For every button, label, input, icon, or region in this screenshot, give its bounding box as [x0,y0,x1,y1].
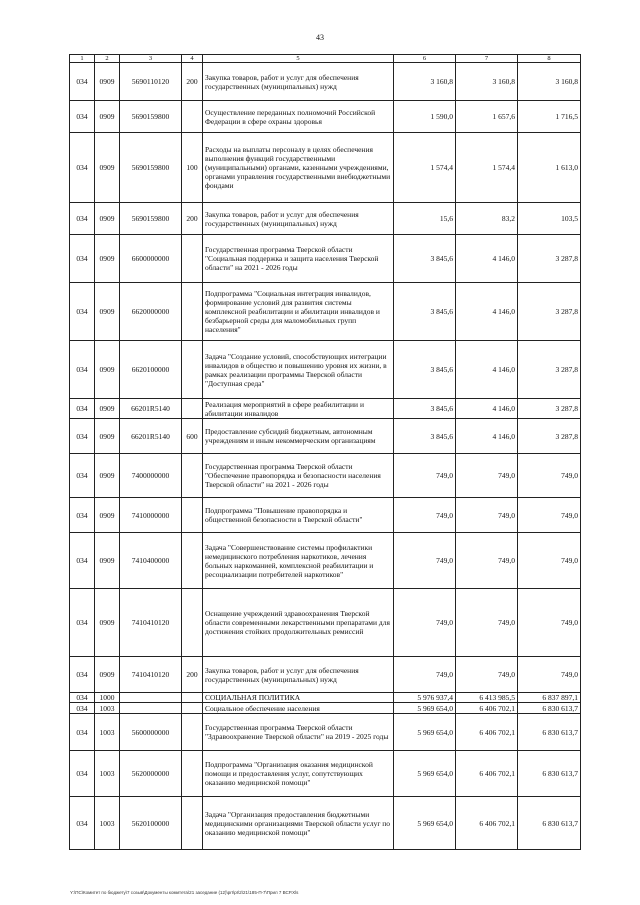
code-section-cell: 0909 [95,341,120,399]
code-target-cell: 66201R5140 [120,399,182,419]
table-row [70,498,581,533]
table-row [70,235,581,283]
amount-col8-cell: 3 287,8 [518,341,581,399]
code-section-cell: 1000 [95,693,120,703]
amount-col6-cell: 3 845,6 [394,283,456,341]
column-header: 2 [95,55,120,63]
table-row [70,454,581,498]
column-header: 7 [456,55,518,63]
table-row [70,714,581,751]
code-target-cell: 5600000000 [120,714,182,751]
item-name-cell: Задача "Создание условий, способствующих интеграции инвалидов в общество и повышению уровня их жизни, в рамках реализации программы Тверской области "Доступная среда" [203,341,394,399]
column-header: 1 [70,55,95,63]
table-row [70,751,581,797]
amount-col7-cell: 6 406 702,1 [456,751,518,797]
item-name-cell: Государственная программа Тверской области "Здравоохранение Тверской области" на 2019 - 2025 годы [203,714,394,751]
amount-col8-cell: 3 287,8 [518,419,581,454]
code-expense-type-cell: 200 [182,657,203,693]
code-admin-cell: 034 [70,101,95,133]
code-section-cell: 1003 [95,751,120,797]
amount-col8-cell: 1 716,5 [518,101,581,133]
code-section-cell: 0909 [95,203,120,235]
code-target-cell: 5690159800 [120,101,182,133]
amount-col7-cell: 83,2 [456,203,518,235]
item-name-cell: Закупка товаров, работ и услуг для обеспечения государственных (муниципальных) нужд [203,63,394,101]
code-admin-cell: 034 [70,203,95,235]
code-target-cell: 5690110120 [120,63,182,101]
code-admin-cell: 034 [70,589,95,657]
amount-col7-cell: 4 146,0 [456,235,518,283]
table-row [70,133,581,203]
amount-col6-cell: 3 845,6 [394,419,456,454]
amount-col7-cell: 749,0 [456,589,518,657]
amount-col7-cell: 749,0 [456,498,518,533]
column-header: 5 [203,55,394,63]
amount-col8-cell: 6 837 897,1 [518,693,581,703]
code-expense-type-cell [182,283,203,341]
amount-col8-cell: 6 830 613,7 [518,714,581,751]
code-admin-cell: 034 [70,751,95,797]
file-path-footer: Y:\ПС\Комитет по бюджету\7 созыв\Документы комитета\21 заседание (12)\prI\рI\2\21\185-П-7\Прил 7 ВСР.Xls [70,890,299,895]
item-name-cell: Государственная программа Тверской области "Социальная поддержка и защита населения Тверской области" на 2021 - 2026 годы [203,235,394,283]
code-expense-type-cell: 100 [182,133,203,203]
table-row [70,533,581,589]
code-expense-type-cell [182,498,203,533]
table-row [70,693,581,703]
code-section-cell: 1003 [95,703,120,714]
amount-col7-cell: 4 146,0 [456,419,518,454]
code-target-cell: 7410000000 [120,498,182,533]
table-row [70,283,581,341]
code-target-cell: 5620100000 [120,797,182,850]
code-target-cell: 6620100000 [120,341,182,399]
code-expense-type-cell [182,693,203,703]
amount-col6-cell: 5 976 937,4 [394,693,456,703]
amount-col7-cell: 749,0 [456,657,518,693]
code-target-cell: 5620000000 [120,751,182,797]
code-admin-cell: 034 [70,341,95,399]
table-body [70,63,581,850]
code-target-cell: 6600000000 [120,235,182,283]
amount-col6-cell: 3 160,8 [394,63,456,101]
amount-col8-cell: 3 287,8 [518,283,581,341]
code-expense-type-cell [182,751,203,797]
amount-col6-cell: 749,0 [394,657,456,693]
table-row [70,703,581,714]
amount-col8-cell: 6 830 613,7 [518,751,581,797]
column-header: 4 [182,55,203,63]
code-admin-cell: 034 [70,703,95,714]
amount-col7-cell: 749,0 [456,533,518,589]
code-section-cell: 0909 [95,399,120,419]
code-expense-type-cell [182,101,203,133]
table-row [70,399,581,419]
code-expense-type-cell [182,341,203,399]
code-section-cell: 0909 [95,101,120,133]
code-admin-cell: 034 [70,657,95,693]
code-admin-cell: 034 [70,133,95,203]
column-header: 6 [394,55,456,63]
column-header: 3 [120,55,182,63]
code-expense-type-cell [182,454,203,498]
amount-col7-cell: 749,0 [456,454,518,498]
amount-col7-cell: 4 146,0 [456,283,518,341]
amount-col8-cell: 749,0 [518,498,581,533]
amount-col7-cell: 4 146,0 [456,399,518,419]
amount-col6-cell: 3 845,6 [394,399,456,419]
amount-col6-cell: 5 969 654,0 [394,714,456,751]
code-admin-cell: 034 [70,797,95,850]
amount-col8-cell: 103,5 [518,203,581,235]
amount-col7-cell: 1 657,6 [456,101,518,133]
code-section-cell: 0909 [95,657,120,693]
item-name-cell: Оснащение учреждений здравоохранения Тверской области современными лекарственными препаратами для достижения стойких продолжительных ремиссий [203,589,394,657]
item-name-cell: Закупка товаров, работ и услуг для обеспечения государственных (муниципальных) нужд [203,203,394,235]
table-row [70,341,581,399]
code-expense-type-cell [182,703,203,714]
code-section-cell: 0909 [95,533,120,589]
code-target-cell [120,703,182,714]
table-row [70,419,581,454]
item-name-cell: Осуществление переданных полномочий Российской Федерации в сфере охраны здоровья [203,101,394,133]
code-section-cell: 1003 [95,714,120,751]
code-target-cell: 7410400000 [120,533,182,589]
amount-col8-cell: 3 287,8 [518,399,581,419]
code-section-cell: 0909 [95,283,120,341]
amount-col7-cell: 3 160,8 [456,63,518,101]
amount-col6-cell: 5 969 654,0 [394,797,456,850]
amount-col6-cell: 5 969 654,0 [394,703,456,714]
item-name-cell: Подпрограмма "Организация оказания медицинской помощи и предоставления услуг, сопутствующих оказанию медицинской помощи" [203,751,394,797]
code-expense-type-cell: 200 [182,203,203,235]
code-section-cell: 0909 [95,63,120,101]
amount-col8-cell: 3 287,8 [518,235,581,283]
amount-col8-cell: 749,0 [518,589,581,657]
code-admin-cell: 034 [70,419,95,454]
amount-col8-cell: 749,0 [518,533,581,589]
code-target-cell: 66201R5140 [120,419,182,454]
code-section-cell: 0909 [95,498,120,533]
code-section-cell: 0909 [95,454,120,498]
code-admin-cell: 034 [70,283,95,341]
amount-col6-cell: 749,0 [394,498,456,533]
code-section-cell: 1003 [95,797,120,850]
amount-col7-cell: 6 406 702,1 [456,714,518,751]
code-admin-cell: 034 [70,454,95,498]
item-name-cell: СОЦИАЛЬНАЯ ПОЛИТИКА [203,693,394,703]
amount-col8-cell: 749,0 [518,657,581,693]
code-expense-type-cell [182,533,203,589]
code-section-cell: 0909 [95,235,120,283]
page-number: 43 [316,33,324,42]
code-admin-cell: 034 [70,399,95,419]
table-row [70,203,581,235]
table-row [70,63,581,101]
amount-col8-cell: 6 830 613,7 [518,703,581,714]
amount-col7-cell: 6 413 985,5 [456,693,518,703]
amount-col7-cell: 4 146,0 [456,341,518,399]
code-section-cell: 0909 [95,589,120,657]
table-row [70,797,581,850]
code-target-cell [120,693,182,703]
item-name-cell: Государственная программа Тверской области "Обеспечение правопорядка и безопасности населения Тверской области" на 2021 - 2026 годы [203,454,394,498]
table-row [70,589,581,657]
code-admin-cell: 034 [70,533,95,589]
item-name-cell: Подпрограмма "Повышение правопорядка и общественной безопасности в Тверской области" [203,498,394,533]
amount-col8-cell: 6 830 613,7 [518,797,581,850]
item-name-cell: Закупка товаров, работ и услуг для обеспечения государственных (муниципальных) нужд [203,657,394,693]
item-name-cell: Реализация мероприятий в сфере реабилитации и абилитации инвалидов [203,399,394,419]
budget-table [69,54,581,850]
code-target-cell: 7400000000 [120,454,182,498]
table-row [70,657,581,693]
amount-col6-cell: 1 590,0 [394,101,456,133]
code-admin-cell: 034 [70,714,95,751]
item-name-cell: Предоставление субсидий бюджетным, автономным учреждениям и иным некоммерческим организациям [203,419,394,454]
code-target-cell: 7410410120 [120,657,182,693]
code-target-cell: 7410410120 [120,589,182,657]
amount-col6-cell: 3 845,6 [394,235,456,283]
code-target-cell: 6620000000 [120,283,182,341]
code-admin-cell: 034 [70,63,95,101]
amount-col8-cell: 1 613,0 [518,133,581,203]
code-expense-type-cell [182,235,203,283]
table-row [70,101,581,133]
amount-col6-cell: 749,0 [394,589,456,657]
code-admin-cell: 034 [70,498,95,533]
amount-col6-cell: 3 845,6 [394,341,456,399]
amount-col6-cell: 5 969 654,0 [394,751,456,797]
item-name-cell: Задача "Организация предоставления бюджетными медицинскими организациями Тверской области услуг по оказанию медицинской помощи" [203,797,394,850]
amount-col7-cell: 6 406 702,1 [456,797,518,850]
code-expense-type-cell [182,399,203,419]
code-expense-type-cell [182,714,203,751]
table-header-row [70,55,581,63]
code-expense-type-cell: 200 [182,63,203,101]
item-name-cell: Подпрограмма "Социальная интеграция инвалидов, формирование условий для развития системы комплексной реабилитации и абилитации инвалидов и безбарьерной среды для маломобильных групп населения" [203,283,394,341]
code-expense-type-cell: 600 [182,419,203,454]
code-admin-cell: 034 [70,693,95,703]
amount-col6-cell: 749,0 [394,454,456,498]
code-target-cell: 5690159800 [120,203,182,235]
code-expense-type-cell [182,589,203,657]
code-expense-type-cell [182,797,203,850]
amount-col6-cell: 15,6 [394,203,456,235]
amount-col8-cell: 3 160,8 [518,63,581,101]
amount-col6-cell: 749,0 [394,533,456,589]
code-section-cell: 0909 [95,419,120,454]
item-name-cell: Задача "Совершенствование системы профилактики немедицинского потребления наркотиков, лечения больных наркоманией, комплексной реабилитации и ресоциализации потребителей наркотиков" [203,533,394,589]
code-section-cell: 0909 [95,133,120,203]
amount-col8-cell: 749,0 [518,454,581,498]
column-header: 8 [518,55,581,63]
item-name-cell: Расходы на выплаты персоналу в целях обеспечения выполнения функций государственными (муниципальными) органами, казенными учреждениями, органами управления государственными внебюджетными фондами [203,133,394,203]
item-name-cell: Социальное обеспечение населения [203,703,394,714]
amount-col7-cell: 6 406 702,1 [456,703,518,714]
code-target-cell: 5690159800 [120,133,182,203]
amount-col6-cell: 1 574,4 [394,133,456,203]
amount-col7-cell: 1 574,4 [456,133,518,203]
code-admin-cell: 034 [70,235,95,283]
